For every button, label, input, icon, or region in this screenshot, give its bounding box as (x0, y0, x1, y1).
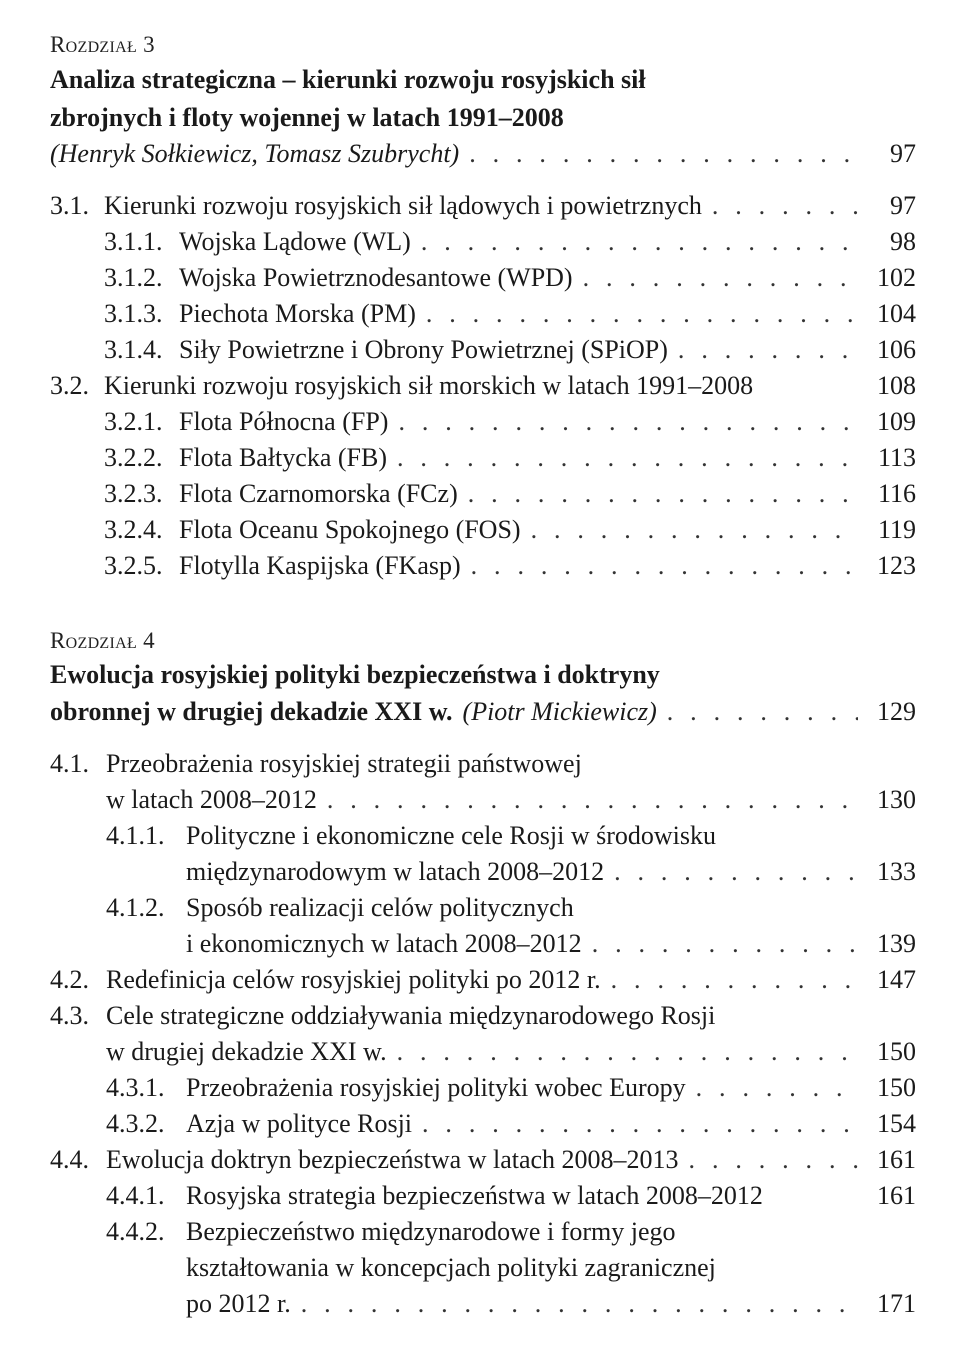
toc-entry-3-2-4[interactable]: 3.2.4. Flota Oceanu Spokojnego (FOS) . . . 119 (104, 512, 916, 548)
leader-dots (469, 136, 858, 172)
toc-entry-4-1-1[interactable]: 4.1.1. Polityczne i ekonomiczne cele Rosji w środowisku (106, 821, 717, 850)
chapter-4-authors: (Piotr Mickiewicz) (462, 697, 657, 726)
toc-entry-4-1-2[interactable]: 4.1.2. Sposób realizacji celów politycznych (106, 893, 574, 922)
toc-entry-4-3-1[interactable]: 4.3.1. Przeobrażenia rosyjskiej polityki wobec Europy . . . 150 (106, 1070, 916, 1106)
toc-entry-3-1-1[interactable]: 3.1.1. Wojska Lądowe (WL) . . . 98 (104, 224, 916, 260)
toc-entry-3-2-5[interactable]: 3.2.5. Flotylla Kaspijska (FKasp) . . . 123 (104, 548, 916, 584)
toc-entry-4-3[interactable]: 4.3. Cele strategiczne oddziaływania międzynarodowego Rosji (50, 1001, 716, 1030)
chapter-3-title-line-1[interactable]: Analiza strategiczna – kierunki rozwoju rosyjskich sił (50, 65, 646, 94)
toc-entry-4-4-1[interactable]: 4.4.1. Rosyjska strategia bezpieczeństwa w latach 2008–2012 161 (106, 1181, 916, 1210)
toc-entry-3-2-3[interactable]: 3.2.3. Flota Czarnomorska (FCz) . . . 116 (104, 476, 916, 512)
toc-entry-4-3-cont[interactable]: w drugiej dekadzie XXI w. . . . 150 (106, 1034, 916, 1070)
toc-entry-4-4-2[interactable]: 4.4.2. Bezpieczeństwo międzynarodowe i formy jego (106, 1217, 676, 1246)
chapter-3-title-line-2[interactable]: zbrojnych i floty wojennej w latach 1991–2008 (50, 103, 564, 132)
toc-entry-3-2-2[interactable]: 3.2.2. Flota Bałtycka (FB) . . . 113 (104, 440, 916, 476)
chapter-4-title-line-2[interactable]: obronnej w drugiej dekadzie XXI w. (Piotr Mickiewicz) . . . 129 (50, 694, 916, 730)
toc-entry-3-2[interactable]: 3.2. Kierunki rozwoju rosyjskich sił morskich w latach 1991–2008 108 (50, 371, 916, 400)
toc-entry-4-2[interactable]: 4.2. Redefinicja celów rosyjskiej polityki po 2012 r. . . . 147 (50, 962, 916, 998)
chapter-3-label: Rozdział 3 (50, 32, 155, 57)
toc-entry-4-4[interactable]: 4.4. Ewolucja doktryn bezpieczeństwa w latach 2008–2013 . . . 161 (50, 1142, 916, 1178)
toc-entry-4-4-2-cont2[interactable]: po 2012 r. . . . 171 (186, 1286, 916, 1322)
chapter-3-authors: (Henryk Sołkiewicz, Tomasz Szubrycht) (50, 139, 460, 168)
toc-entry-4-1[interactable]: 4.1. Przeobrażenia rosyjskiej strategii państwowej (50, 749, 582, 778)
toc-entry-3-1-2[interactable]: 3.1.2. Wojska Powietrznodesantowe (WPD) . . . 102 (104, 260, 916, 296)
toc-entry-3-1[interactable]: 3.1. Kierunki rozwoju rosyjskich sił lądowych i powietrznych . . . 97 (50, 188, 916, 224)
toc-entry-3-1-4[interactable]: 3.1.4. Siły Powietrzne i Obrony Powietrznej (SPiOP) . . . 106 (104, 332, 916, 368)
toc-entry-4-4-2-cont[interactable]: kształtowania w koncepcjach polityki zagranicznej (186, 1253, 716, 1282)
toc-entry-4-1-2-cont[interactable]: i ekonomicznych w latach 2008–2012 . . . 139 (186, 926, 916, 962)
page-number: 97 (890, 139, 916, 168)
toc-entry-4-1-1-cont[interactable]: międzynarodowym w latach 2008–2012 . . . 133 (186, 854, 916, 890)
toc-entry-3-1-3[interactable]: 3.1.3. Piechota Morska (PM) . . . 104 (104, 296, 916, 332)
chapter-3-authors-row[interactable] (50, 136, 916, 172)
chapter-4-label: Rozdział 4 (50, 628, 155, 653)
toc-entry-4-3-2[interactable]: 4.3.2. Azja w polityce Rosji . . . 154 (106, 1106, 916, 1142)
toc-entry-4-1-cont[interactable]: w latach 2008–2012 . . . 130 (106, 782, 916, 818)
toc-entry-3-2-1[interactable]: 3.2.1. Flota Północna (FP) . . . 109 (104, 404, 916, 440)
chapter-4-title-line-1[interactable]: Ewolucja rosyjskiej polityki bezpieczeństwa i doktryny (50, 660, 660, 689)
